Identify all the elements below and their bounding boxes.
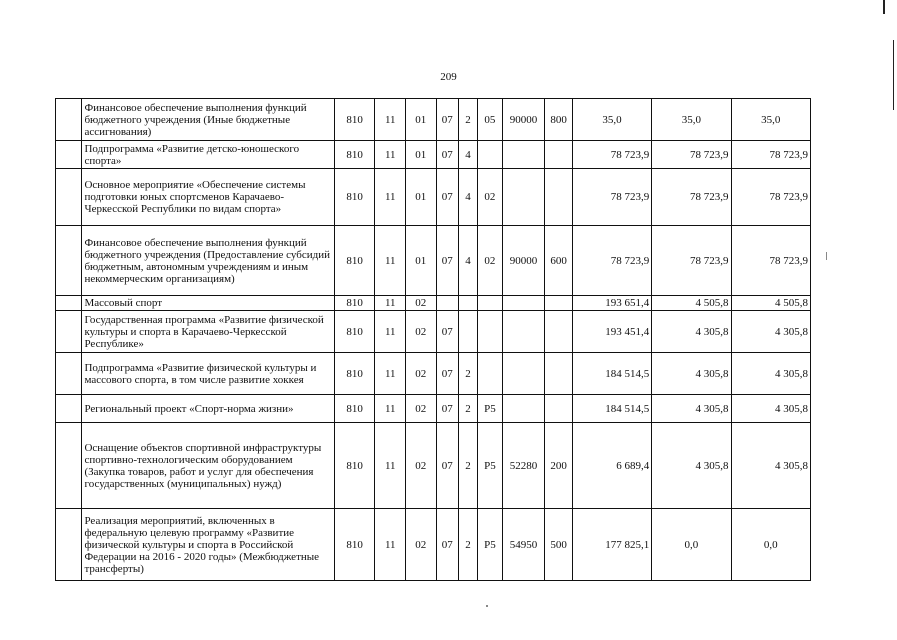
table-row [56,141,811,169]
amount-year-2: 4 305,8 [652,395,731,423]
amount-year-3: 0,0 [731,509,810,581]
expense-type-code [545,141,572,169]
event-code [478,311,502,353]
amount-year-2: 78 723,9 [652,169,731,226]
table-row [56,226,811,296]
program-code: 07 [436,423,458,509]
subsection-code: 01 [406,169,437,226]
expense-type-code [545,395,572,423]
row-name: Подпрограмма «Развитие физической культуры и массового спорта, в том числе развитие хоккея [82,353,334,395]
scan-edge-mark-right [893,40,894,110]
expense-type-code [545,169,572,226]
ministry-code: 810 [334,311,375,353]
row-name: Государственная программа «Развитие физической культуры и спорта в Карачаево-Черкесской Республике» [82,311,334,353]
subprogram-code: 2 [458,395,477,423]
row-name: Массовый спорт [82,296,334,311]
budget-table [55,98,811,581]
expense-type-code: 800 [545,99,572,141]
amount-year-2: 35,0 [652,99,731,141]
amount-year-3: 4 305,8 [731,395,810,423]
table-row [56,169,811,226]
ministry-code: 810 [334,395,375,423]
event-code: 05 [478,99,502,141]
ministry-code: 810 [334,296,375,311]
direction-code: 90000 [502,99,545,141]
amount-year-2: 4 305,8 [652,353,731,395]
ministry-code: 810 [334,169,375,226]
direction-code [502,311,545,353]
blank-cell [56,141,82,169]
section-code: 11 [375,395,406,423]
row-name: Оснащение объектов спортивной инфраструктуры спортивно-технологическим оборудованием (Закупка товаров, работ и услуг для обеспечения государственных (муниципальных) нужд) [82,423,334,509]
table-row [56,296,811,311]
scan-dot [486,605,488,607]
event-code: 02 [478,226,502,296]
subprogram-code: 4 [458,169,477,226]
amount-year-3: 4 305,8 [731,311,810,353]
page-number: 209 [440,71,457,83]
section-code: 11 [375,226,406,296]
row-name: Финансовое обеспечение выполнения функций бюджетного учреждения (Предоставление субсидий бюджетным, автономным учреждениям и иным некоммерческим организациям) [82,226,334,296]
subprogram-code: 4 [458,226,477,296]
subprogram-code [458,311,477,353]
amount-year-1: 35,0 [572,99,651,141]
direction-code [502,395,545,423]
subprogram-code: 2 [458,509,477,581]
event-code [478,353,502,395]
section-code: 11 [375,169,406,226]
amount-year-1: 78 723,9 [572,141,651,169]
table-row [56,395,811,423]
direction-code [502,169,545,226]
event-code: Р5 [478,395,502,423]
event-code: 02 [478,169,502,226]
amount-year-1: 184 514,5 [572,395,651,423]
program-code: 07 [436,509,458,581]
event-code: Р5 [478,509,502,581]
blank-cell [56,169,82,226]
scan-speck [826,252,830,260]
event-code [478,296,502,311]
program-code: 07 [436,226,458,296]
direction-code: 90000 [502,226,545,296]
subsection-code: 01 [406,226,437,296]
program-code [436,296,458,311]
amount-year-2: 4 505,8 [652,296,731,311]
event-code [478,141,502,169]
amount-year-1: 78 723,9 [572,169,651,226]
program-code: 07 [436,395,458,423]
amount-year-1: 78 723,9 [572,226,651,296]
amount-year-2: 78 723,9 [652,226,731,296]
blank-cell [56,395,82,423]
ministry-code: 810 [334,423,375,509]
blank-cell [56,311,82,353]
direction-code [502,296,545,311]
subprogram-code [458,296,477,311]
program-code: 07 [436,311,458,353]
ministry-code: 810 [334,99,375,141]
subprogram-code: 2 [458,423,477,509]
amount-year-1: 6 689,4 [572,423,651,509]
direction-code: 54950 [502,509,545,581]
section-code: 11 [375,353,406,395]
amount-year-2: 78 723,9 [652,141,731,169]
direction-code [502,353,545,395]
table-row [56,99,811,141]
expense-type-code [545,311,572,353]
amount-year-1: 184 514,5 [572,353,651,395]
subprogram-code: 2 [458,99,477,141]
ministry-code: 810 [334,509,375,581]
amount-year-2: 4 305,8 [652,423,731,509]
expense-type-code: 500 [545,509,572,581]
section-code: 11 [375,311,406,353]
row-name: Подпрограмма «Развитие детско-юношеского спорта» [82,141,334,169]
blank-cell [56,296,82,311]
event-code: Р5 [478,423,502,509]
subsection-code: 01 [406,99,437,141]
subprogram-code: 4 [458,141,477,169]
expense-type-code: 600 [545,226,572,296]
table-row [56,311,811,353]
subsection-code: 02 [406,395,437,423]
amount-year-3: 35,0 [731,99,810,141]
row-name: Региональный проект «Спорт-норма жизни» [82,395,334,423]
program-code: 07 [436,141,458,169]
row-name: Финансовое обеспечение выполнения функций бюджетного учреждения (Иные бюджетные ассигнования) [82,99,334,141]
amount-year-1: 193 451,4 [572,311,651,353]
amount-year-3: 4 305,8 [731,353,810,395]
blank-cell [56,423,82,509]
amount-year-1: 193 651,4 [572,296,651,311]
subsection-code: 02 [406,353,437,395]
scan-edge-mark-top [883,0,885,14]
amount-year-3: 4 505,8 [731,296,810,311]
row-name: Реализация мероприятий, включенных в федеральную целевую программу «Развитие физической культуры и спорта в Российской Федерации на 2016 - 2020 годы» (Межбюджетные трансферты) [82,509,334,581]
table-row [56,353,811,395]
amount-year-3: 78 723,9 [731,226,810,296]
blank-cell [56,99,82,141]
direction-code: 52280 [502,423,545,509]
direction-code [502,141,545,169]
budget-table-body [56,99,811,581]
amount-year-2: 4 305,8 [652,311,731,353]
section-code: 11 [375,423,406,509]
section-code: 11 [375,141,406,169]
blank-cell [56,353,82,395]
blank-cell [56,509,82,581]
subsection-code: 01 [406,141,437,169]
section-code: 11 [375,509,406,581]
amount-year-2: 0,0 [652,509,731,581]
amount-year-3: 4 305,8 [731,423,810,509]
program-code: 07 [436,99,458,141]
expense-type-code: 200 [545,423,572,509]
ministry-code: 810 [334,353,375,395]
section-code: 11 [375,296,406,311]
subsection-code: 02 [406,509,437,581]
subsection-code: 02 [406,423,437,509]
table-row [56,423,811,509]
amount-year-1: 177 825,1 [572,509,651,581]
program-code: 07 [436,353,458,395]
program-code: 07 [436,169,458,226]
subprogram-code: 2 [458,353,477,395]
subsection-code: 02 [406,296,437,311]
amount-year-3: 78 723,9 [731,141,810,169]
subsection-code: 02 [406,311,437,353]
expense-type-code [545,353,572,395]
section-code: 11 [375,99,406,141]
blank-cell [56,226,82,296]
amount-year-3: 78 723,9 [731,169,810,226]
ministry-code: 810 [334,226,375,296]
row-name: Основное мероприятие «Обеспечение системы подготовки юных спортсменов Карачаево-Черкесской Республики по видам спорта» [82,169,334,226]
table-row [56,509,811,581]
ministry-code: 810 [334,141,375,169]
expense-type-code [545,296,572,311]
